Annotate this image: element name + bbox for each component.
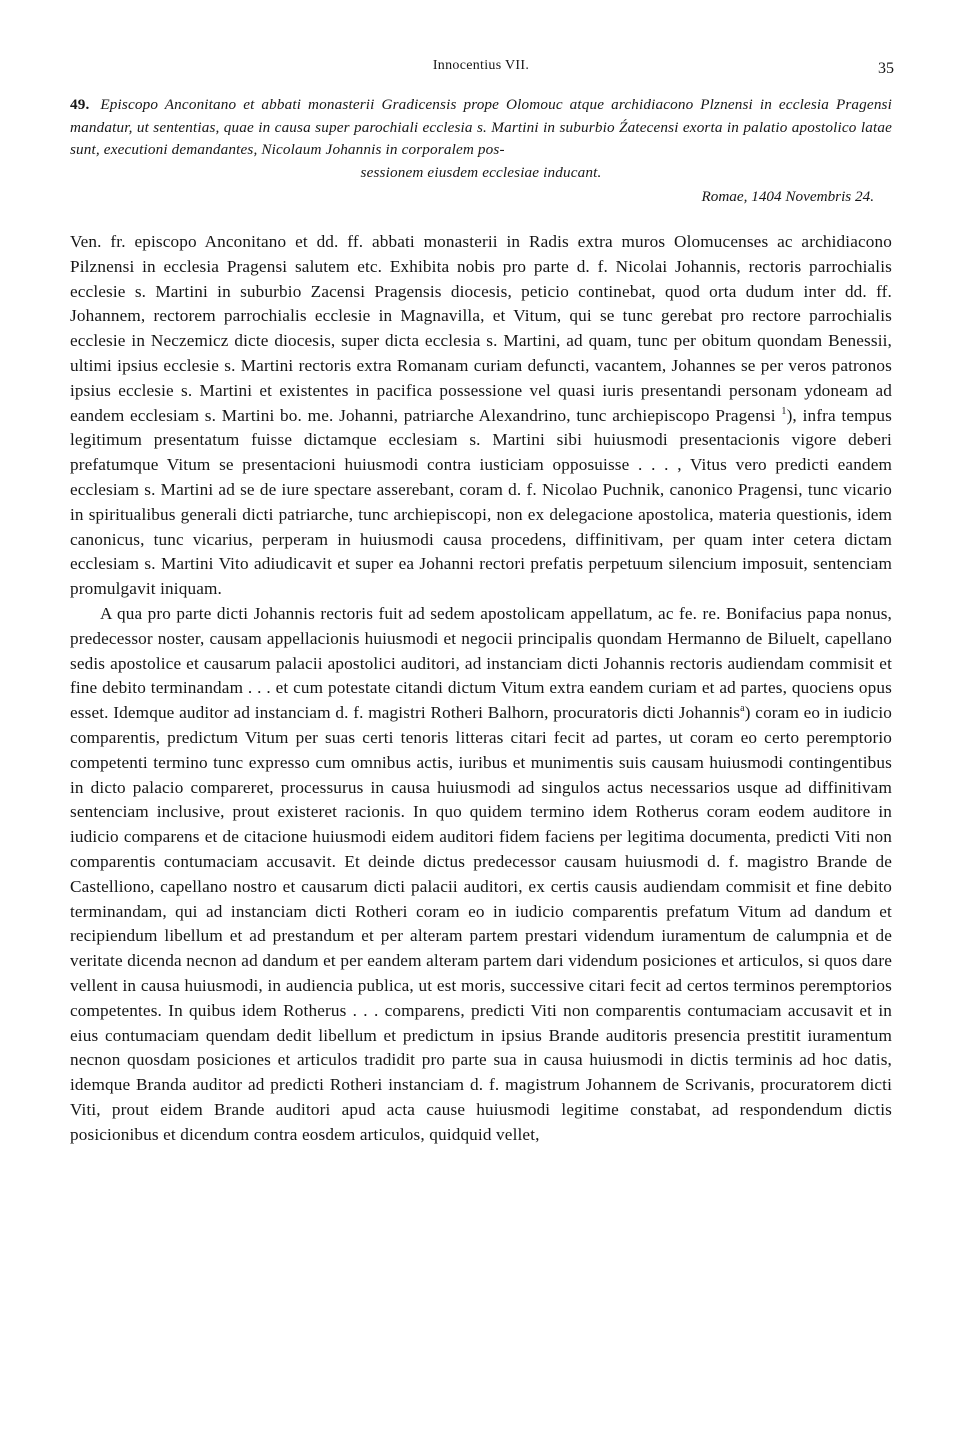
document-body	[70, 230, 892, 1147]
paragraph-2-text: A qua pro parte dicti Johannis rectoris fuit ad sedem apostolicam appellatum, ac fe. re. Bonifacius papa nonus, predecessor noster, causam appellacionis huiusmodi et negocii principalis quondam Hermanno de Biluelt, capellano sedis apostolice et causarum palacii apostolici auditori, ad instanciam dicti Johannis rectoris audiendam commisit et fine debito terminandam . . . et cum potestate citandi dictum Vitum extra eandem curiam et ad partes, quociens opus esset. Idemque auditor ad instanciam d. f. magistri Rotheri Balhorn, procuratoris dicti Johannis	[70, 603, 892, 723]
running-head	[70, 50, 892, 80]
entry-number: 49.	[70, 96, 90, 113]
regest-text: Episcopo Anconitano et abbati monasterii Gradicensis prope Olomouc atque archidiacono Plznensi in ecclesia Pragensi mandatur, ut sententias, quae in causa super parochiali ecclesia s. Martini in suburbio Źatecensi exorta in palatio apostolico latae sunt, executioni demandantes, Nicolaum Johannis in corporalem pos-	[70, 96, 892, 158]
running-title: Innocentius VII.	[432, 58, 530, 73]
date-line: Romae, 1404 Novembris 24.	[701, 188, 874, 205]
paragraph-2-continuation: ) coram eo in iudicio comparentis, predictum Vitum per suas certi tenoris litteras citari fecit ad partes, ut coram eo certo peremptorio competenti termino tunc expresso cum omnibus actis, iuribus et munimentis suis causam huiusmodi contingentibus in dicto palacio compareret, processurus in causa huiusmodi ad singulos actus necessarios usque ad diffinitivam sentenciam inclusive, prout existeret racionis. In quo quidem termino idem Rotherus coram eodem auditore in iudicio comparens et de citacione huiusmodi eidem auditori fidem faciens per legitima documenta, predicti Viti non comparentis contumaciam accusavit. Et deinde dictus predecessor causam huiusmodi d. f. magistro Brande de Castelliono, capellano nostro et causarum dicti palacii auditori, ex certis causis audiendam commisit et fine debito terminandam, qui ad instanciam dicti Rotheri coram eo in iudicio comparentis prefatum Vitum ad dandum et recipiendum libellum et ad prestandum et per alteram partem prestari videndum iuramentum de calumpnia et de veritate dicenda necnon ad dandum et per eandem alteram partem dari videndum posiciones et articulos, si quos dare vellent in causa huiusmodi, in audiencia publica, ut est moris, successive citari fecit ad certos terminos peremptorios competentes. In quibus idem Rotherus . . . comparens, predicti Viti non comparentis contumaciam accusavit et in eius contumaciam quendam dedit libellum et predictum in ipsius Brande auditoris presencia prestitit iuramentum necnon quosdam posiciones et articulos tradidit pro parte sua in causa huiusmodi in dictis terminis ad hoc datis, idemque Branda auditor ad predicti Rotheri instanciam d. f. magistrum Johannem de Scrivanis, procuratorem dicti Viti, prout eidem Brande auditori apud acta cause huiusmodi legitime constabat, ad respondendum dictis posicionibus et dicendum contra eosdem articulos, quidquid vellet,	[70, 703, 892, 1144]
page	[70, 50, 892, 1147]
paragraph-2	[70, 602, 892, 1148]
footnote-mark-a: a	[740, 703, 745, 715]
entry-regest	[70, 94, 892, 184]
paragraph-1-text: Ven. fr. episcopo Anconitano et dd. ff. abbati monasterii in Radis extra muros Olomucenses ac archidiacono Pilznensi in ecclesia Pragensi salutem etc. Exhibita nobis pro parte d. f. Nicolai Johannis, rectoris parrochialis ecclesie s. Martini in suburbio Zacensi Pragensis diocesis, peticio continebat, quod orta dudum inter dd. ff. Johannem, rectorem parrochialis ecclesie in Magnavilla, et Vitum, qui se tunc gerebat pro rectore parrochialis ecclesie in Neczemicz dicte diocesis, super dicta ecclesia s. Martini, ad quam, tunc per obitum quondam Benessii, ultimi ipsius ecclesie s. Martini rectoris extra Romanam curiam defuncti, vacantem, Johannes se per veros patronos ipsius ecclesie s. Martini et existentes in pacifica possessione vel quasi iuris presentandi personam ydoneam ad eandem ecclesiam s. Martini bo. me. Johanni, patriarche Alexandrino, tunc archiepiscopo Pragensi	[70, 232, 892, 425]
footnote-mark-1: 1	[781, 405, 787, 417]
page-number: 35	[878, 60, 894, 77]
paragraph-1	[70, 230, 892, 602]
regest-tail: sessionem eiusdem ecclesiae inducant.	[360, 163, 602, 181]
paragraph-1-continuation: ), infra tempus legitimum presentatum fuisse dictamque ecclesiam s. Martini sibi huiusmodi presentacionis vigore deberi prefatumque Vitum se presentacioni huiusmodi contra iusticiam opposuisse . . . , Vitus vero predicti eandem ecclesiam s. Martini ad se de iure spectare asserebant, coram d. f. Nicolao Puchnik, canonico Pragensi, tunc vicario in spiritualibus generali dicti patriarche, tunc archiepiscopi, non ex delegacione apostolica, materia questionis, idem canonicus, tunc vicarius, perperam in huiusmodi causa procedens, diffinitivam, per quam inter cetera dictam ecclesiam s. Martini Vito adiudicavit et super ea Johanni rectori prefatis perpetuum silencium imposuit, sentenciam promulgavit iniquam.	[70, 405, 892, 599]
